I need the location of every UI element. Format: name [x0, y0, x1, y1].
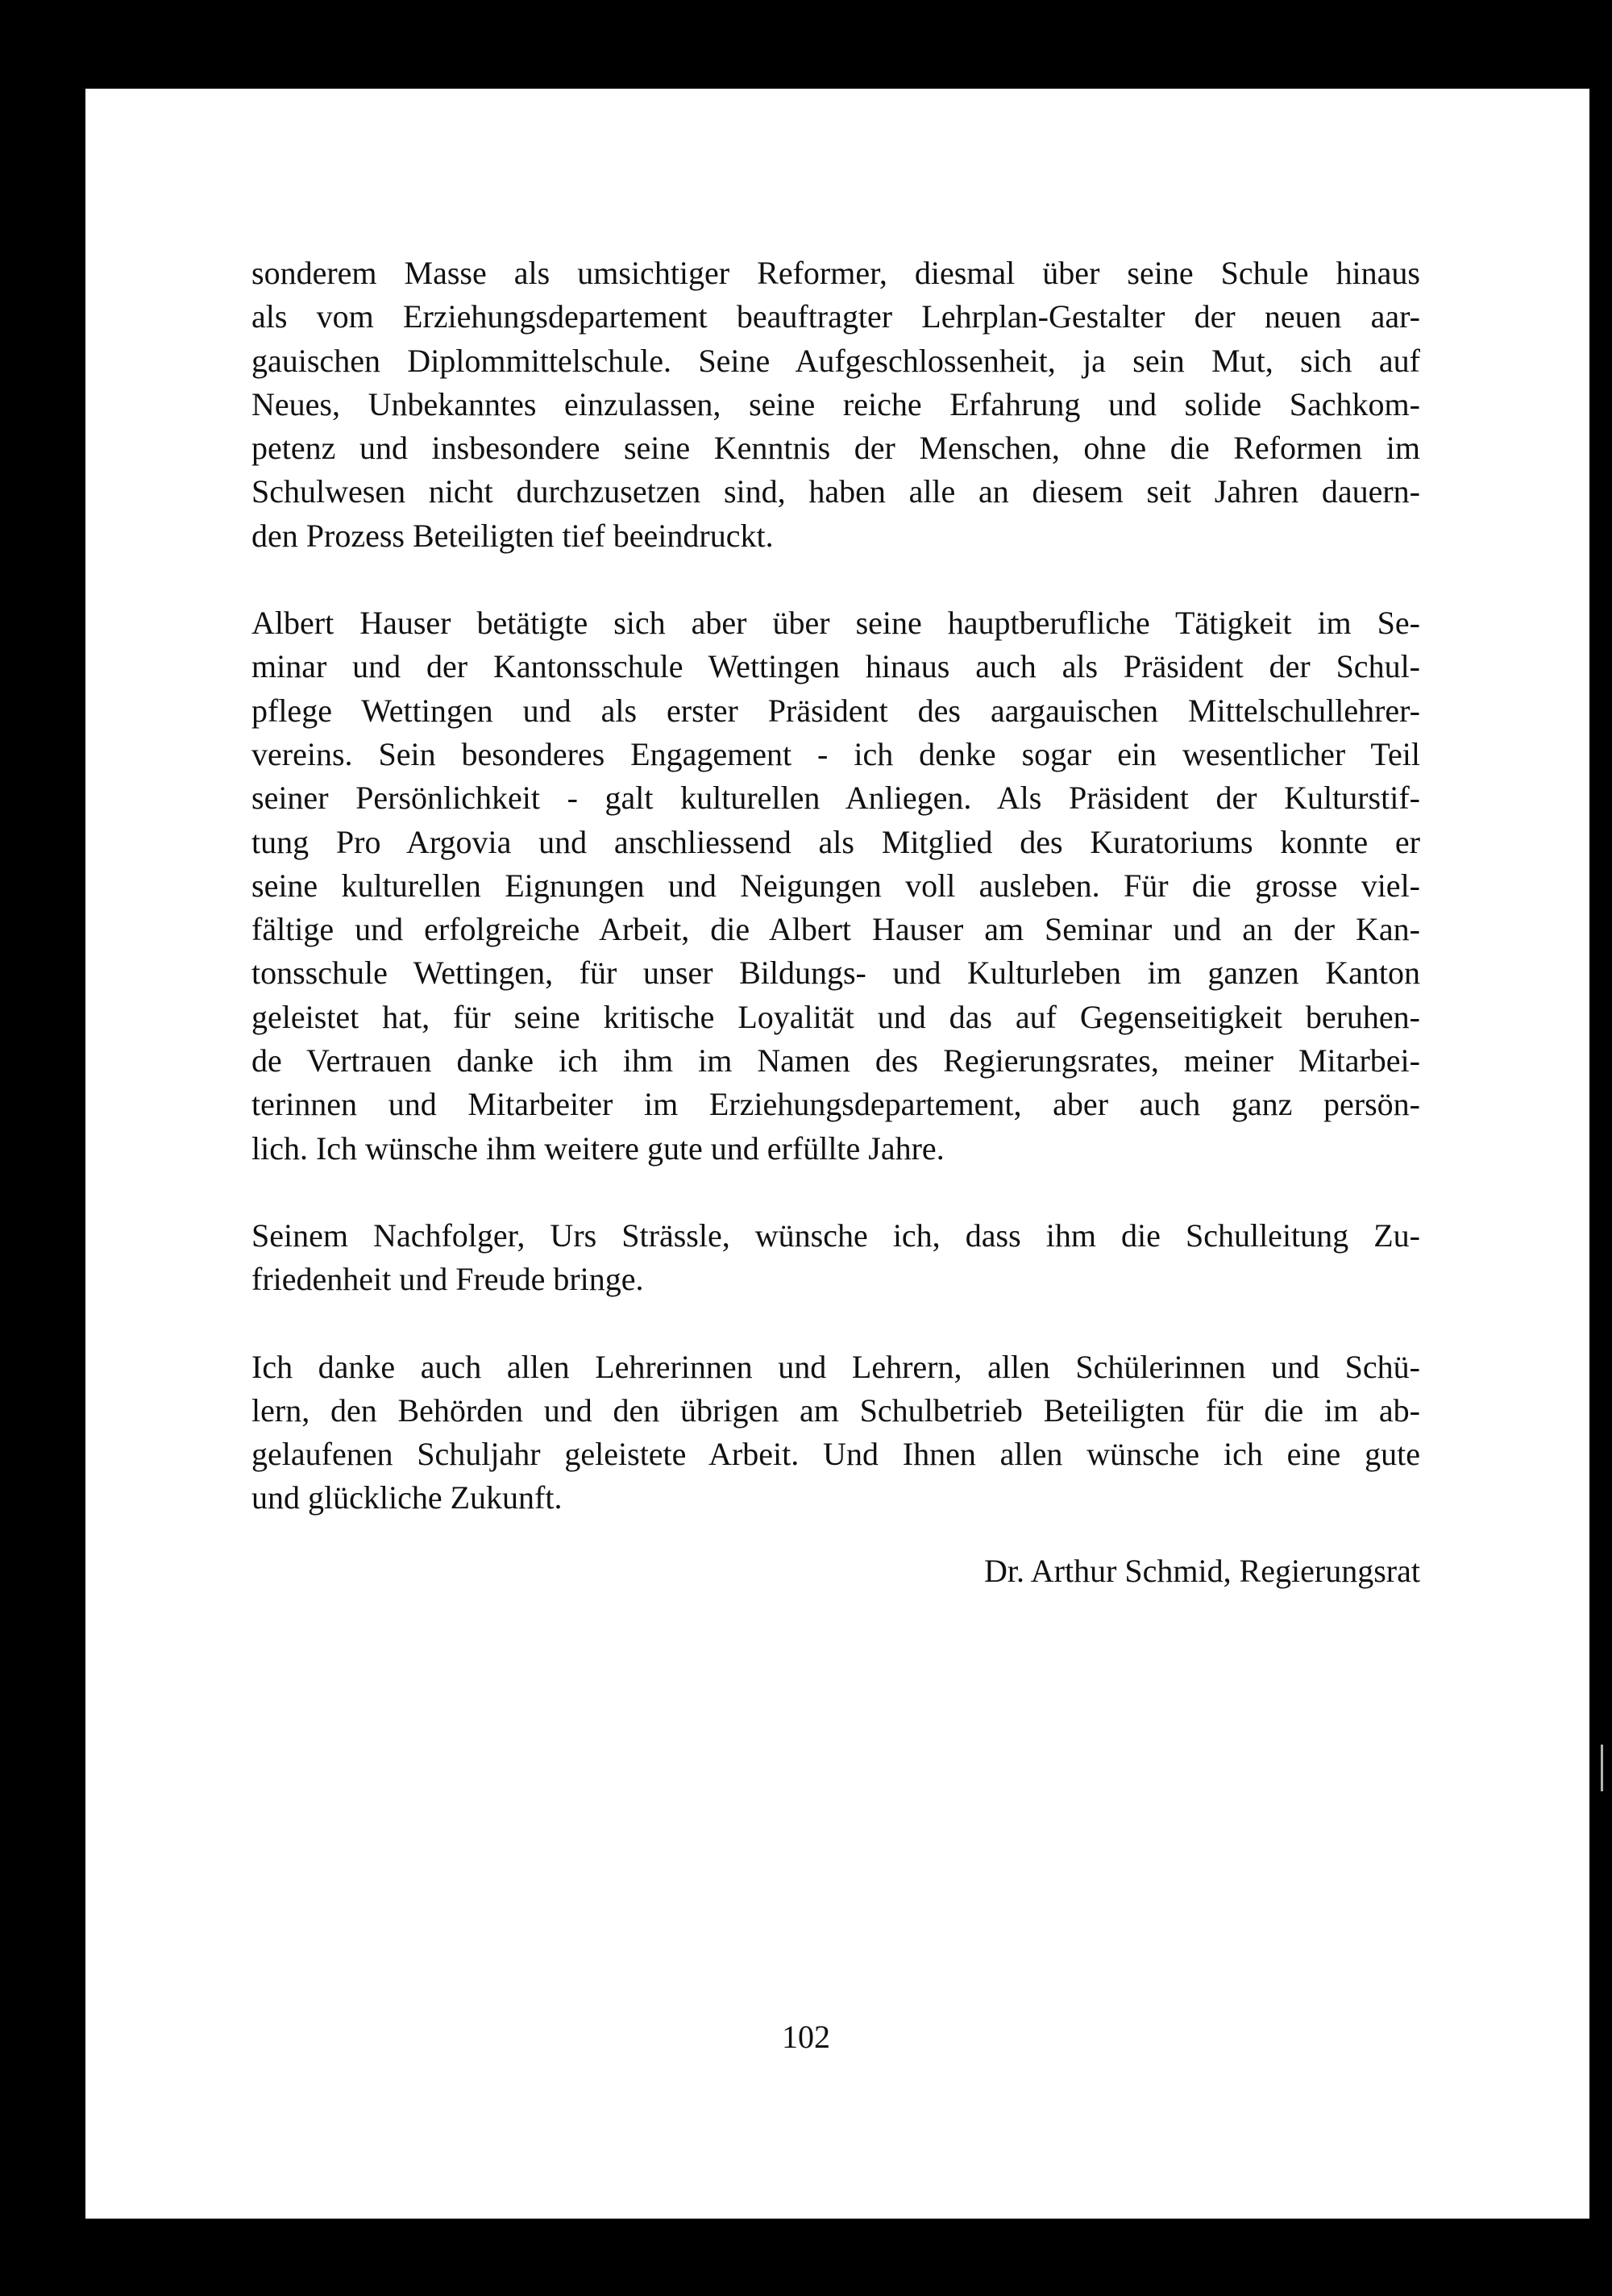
paragraph-2: [251, 601, 1420, 1171]
text-line: Seinem Nachfolger, Urs Strässle, wünsche ich, dass ihm die Schulleitung Zu-: [251, 1217, 1420, 1254]
text-line: als vom Erziehungsdepartement beauftragter Lehrplan-Gestalter der neuen aar-: [251, 298, 1420, 335]
text-line: lich. Ich wünsche ihm weitere gute und erfüllte Jahre.: [251, 1129, 945, 1167]
paragraph-4: [251, 1346, 1420, 1520]
text-line: Schulwesen nicht durchzusetzen sind, haben alle an diesem seit Jahren dauern-: [251, 473, 1420, 510]
text-line: Albert Hauser betätigte sich aber über seine hauptberufliche Tätigkeit im Se-: [251, 605, 1420, 642]
text-line: pflege Wettingen und als erster Präsident des aargauischen Mittelschullehrer-: [251, 692, 1420, 729]
text-line: und glückliche Zukunft.: [251, 1479, 563, 1516]
text-line: tonsschule Wettingen, für unser Bildungs- und Kulturleben im ganzen Kanton: [251, 955, 1420, 992]
page-number: 102: [782, 2019, 830, 2055]
text-line: lern, den Behörden und den übrigen am Schulbetrieb Beteiligten für die im ab-: [251, 1391, 1420, 1429]
signature: Dr. Arthur Schmid, Regierungsrat: [983, 1553, 1420, 1589]
text-line: geleistet hat, für seine kritische Loyalität und das auf Gegenseitigkeit beruhen-: [251, 998, 1420, 1035]
text-line: tung Pro Argovia und anschliessend als Mitglied des Kuratoriums konnte er: [251, 823, 1420, 860]
text-line: gauischen Diplommittelschule. Seine Aufgeschlossenheit, ja sein Mut, sich auf: [251, 342, 1420, 379]
paragraph-1: [251, 252, 1420, 558]
body-text: [251, 252, 1420, 1564]
text-line: Ich danke auch allen Lehrerinnen und Lehrern, allen Schülerinnen und Schü-: [251, 1348, 1420, 1385]
text-line: seiner Persönlichkeit - galt kulturellen Anliegen. Als Präsident der Kulturstif-: [251, 780, 1420, 817]
text-line: vereins. Sein besonderes Engagement - ich denke sogar ein wesentlicher Teil: [251, 735, 1420, 772]
text-line: fältige und erfolgreiche Arbeit, die Albert Hauser am Seminar und an der Kan-: [251, 911, 1420, 948]
text-line: de Vertrauen danke ich ihm im Namen des Regierungsrates, meiner Mitarbei-: [251, 1042, 1420, 1079]
text-line: terinnen und Mitarbeiter im Erziehungsdepartement, aber auch ganz persön-: [251, 1086, 1420, 1123]
text-line: friedenheit und Freude bringe.: [251, 1261, 644, 1298]
text-line: den Prozess Beteiligten tief beeindruckt.: [251, 517, 774, 554]
text-line: Neues, Unbekanntes einzulassen, seine reiche Erfahrung und solide Sachkom-: [251, 385, 1420, 422]
scan-edge-mark: [1601, 1745, 1603, 1791]
paragraph-3: [251, 1214, 1420, 1302]
text-line: minar und der Kantonsschule Wettingen hinaus auch als Präsident der Schul-: [251, 648, 1420, 685]
text-line: seine kulturellen Eignungen und Neigungen voll ausleben. Für die grosse viel-: [251, 867, 1420, 904]
text-line: gelaufenen Schuljahr geleistete Arbeit. Und Ihnen allen wünsche ich eine gute: [251, 1436, 1420, 1473]
text-line: petenz und insbesondere seine Kenntnis der Menschen, ohne die Reformen im: [251, 430, 1420, 467]
text-line: sonderem Masse als umsichtiger Reformer, diesmal über seine Schule hinaus: [251, 255, 1420, 291]
